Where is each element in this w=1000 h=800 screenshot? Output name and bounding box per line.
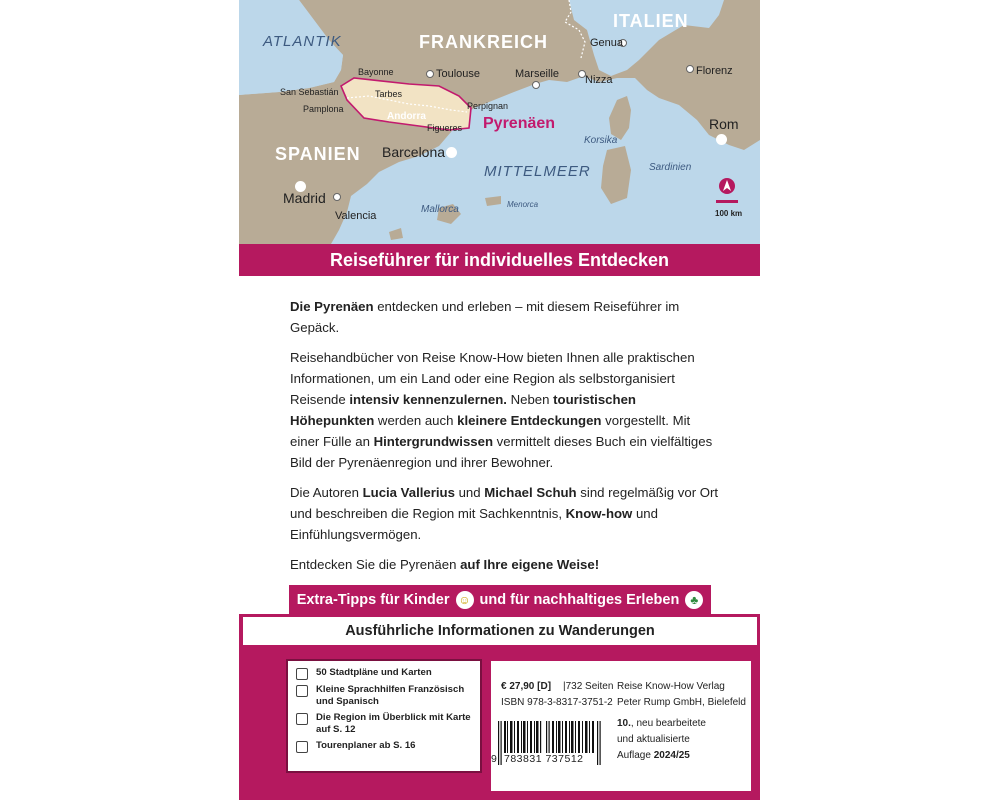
publisher-line-1: Reise Know-How Verlag bbox=[617, 681, 725, 692]
checklist-text: 50 Stadtpläne und Karten bbox=[316, 667, 432, 678]
p3-b: Lucia Vallerius bbox=[362, 485, 455, 500]
city-dot-toulouse bbox=[426, 70, 434, 78]
label-mallorca: Mallorca bbox=[421, 204, 459, 215]
p1-rest: entdecken und erleben – mit diesem Reiseführer im Gepäck. bbox=[290, 299, 680, 335]
checkbox-icon bbox=[296, 668, 308, 680]
city-dot-florenz bbox=[686, 65, 694, 73]
label-atlantik: ATLANTIK bbox=[263, 33, 342, 50]
p2-e: werden auch bbox=[374, 413, 458, 428]
p3-g: und Einfühlungsvermögen. bbox=[290, 506, 658, 542]
p2-d: touristischen Höhepunkten bbox=[290, 392, 636, 428]
city-pamplona: Pamplona bbox=[303, 104, 344, 114]
description-text bbox=[290, 296, 720, 584]
edition-auflage: Auflage bbox=[617, 750, 651, 761]
city-valencia: Valencia bbox=[335, 210, 377, 222]
checklist-item bbox=[296, 667, 474, 680]
label-andorra: Andorra bbox=[387, 111, 426, 122]
scale-label: 100 km bbox=[715, 209, 743, 218]
p3-c: und bbox=[454, 485, 485, 500]
checkbox-icon bbox=[296, 685, 308, 697]
p2-b: intensiv kennenzulernen. bbox=[349, 392, 507, 407]
label-frankreich: FRANKREICH bbox=[419, 32, 548, 52]
price: € 27,90 [D] bbox=[501, 681, 552, 692]
checklist-text: Die Region im Überblick mit Karte auf S. 12 bbox=[316, 712, 471, 735]
label-sardinien: Sardinien bbox=[649, 162, 692, 173]
wanderungen-box: Ausführliche Informationen zu Wanderungen bbox=[242, 616, 758, 646]
p3-d: Michael Schuh bbox=[484, 485, 577, 500]
extra-tips-banner bbox=[289, 585, 711, 615]
checklist-text: Tourenplaner ab S. 16 bbox=[316, 740, 416, 751]
p2-a: Reisehandbücher von Reise Know-How bieten Ihnen alle praktischen Informationen, um ein Land oder eine Region als selbstorganisiert Reisende bbox=[290, 350, 695, 407]
city-dot-marseille bbox=[532, 81, 540, 89]
city-marseille: Marseille bbox=[515, 68, 560, 80]
p2-h: Hintergrundwissen bbox=[373, 434, 494, 449]
scale-bar bbox=[716, 200, 738, 203]
p2-f: kleinere Entdeckungen bbox=[457, 413, 602, 428]
kids-icon: ☺ bbox=[456, 591, 474, 609]
p2-i: vermittelt dieses Buch ein vielfältiges Bild der Pyrenäenregion und ihrer Bewohner. bbox=[290, 434, 713, 470]
checklist-item bbox=[296, 712, 474, 736]
edition-line-3 bbox=[617, 750, 690, 761]
p3-f: Know-how bbox=[565, 506, 633, 521]
label-korsika: Korsika bbox=[584, 135, 618, 146]
city-florenz: Florenz bbox=[696, 65, 733, 77]
city-nizza: Nizza bbox=[585, 74, 613, 86]
leaf-icon: ♣ bbox=[685, 591, 703, 609]
city-bayonne: Bayonne bbox=[358, 67, 394, 77]
p3-e: sind regelmäßig vor Ort und beschreiben die Region mit Sachkenntnis, bbox=[290, 485, 719, 521]
checklist-item bbox=[296, 740, 474, 753]
checklist-text: Kleine Sprachhilfen Französisch und Spanisch bbox=[316, 684, 465, 707]
label-pyrenaeen: Pyrenäen bbox=[483, 115, 556, 132]
paragraph-3 bbox=[290, 482, 720, 545]
paragraph-4 bbox=[290, 554, 720, 575]
city-dot-rom bbox=[716, 134, 727, 145]
label-italien: ITALIEN bbox=[613, 11, 689, 31]
p2-g: vorgestellt. Mit einer Fülle an bbox=[290, 413, 691, 449]
tagline-banner: Reiseführer für individuelles Entdecken bbox=[239, 244, 760, 276]
publisher-line-2: Peter Rump GmbH, Bielefeld bbox=[617, 697, 746, 708]
extra-tips-kinder: Extra-Tipps für Kinder bbox=[296, 592, 450, 608]
p3-a: Die Autoren bbox=[290, 485, 363, 500]
city-perpignan: Perpignan bbox=[467, 101, 509, 111]
city-madrid: Madrid bbox=[283, 190, 326, 206]
paragraph-2 bbox=[290, 347, 720, 473]
barcode-digits: 783831 737512 bbox=[504, 753, 584, 765]
label-mittelmeer: MITTELMEER bbox=[484, 163, 591, 180]
city-genua: Genua bbox=[590, 37, 624, 49]
overview-map bbox=[239, 0, 760, 244]
city-dot-barcelona bbox=[446, 147, 457, 158]
p1-bold: Die Pyrenäen bbox=[290, 299, 374, 314]
checkbox-icon bbox=[296, 713, 308, 725]
label-menorca: Menorca bbox=[507, 200, 539, 209]
city-toulouse: Toulouse bbox=[436, 68, 481, 80]
city-tarbes: Tarbes bbox=[375, 89, 403, 99]
city-san-sebastian: San Sebastián bbox=[280, 87, 339, 97]
paragraph-1 bbox=[290, 296, 720, 338]
checkbox-icon bbox=[296, 741, 308, 753]
extra-tips-nachhaltig: und für nachhaltiges Erleben bbox=[479, 592, 680, 608]
city-rom: Rom bbox=[709, 116, 739, 132]
city-barcelona: Barcelona bbox=[382, 144, 446, 160]
barcode-lead-digit: 9 bbox=[491, 753, 497, 765]
book-back-cover bbox=[239, 0, 760, 800]
edition-line-1 bbox=[617, 718, 706, 729]
edition-line-2: und aktualisierte bbox=[617, 734, 690, 745]
city-figueres: Figueres bbox=[427, 123, 463, 133]
city-dot-valencia bbox=[333, 193, 341, 201]
edition-year: 2024/25 bbox=[653, 750, 690, 761]
edition-rest: , neu bearbeitete bbox=[630, 718, 706, 729]
isbn: ISBN 978-3-8317-3751-2 bbox=[501, 697, 613, 708]
p2-c: Neben bbox=[506, 392, 554, 407]
edition-number: 10. bbox=[617, 718, 631, 729]
publication-info bbox=[491, 661, 751, 791]
feature-checklist bbox=[286, 659, 482, 773]
p4-b: auf Ihre eigene Weise! bbox=[460, 557, 600, 572]
checklist-item bbox=[296, 684, 474, 708]
p4-a: Entdecken Sie die Pyrenäen bbox=[290, 557, 461, 572]
label-spanien: SPANIEN bbox=[275, 144, 361, 164]
page-count: |732 Seiten bbox=[563, 681, 614, 692]
